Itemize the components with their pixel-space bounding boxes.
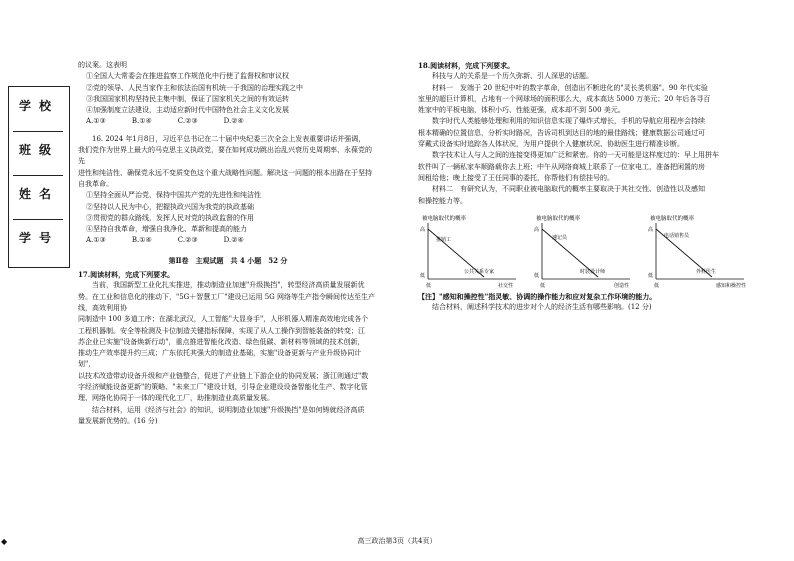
q16-answer-row	[78, 235, 378, 246]
q17-body: 理、网络化协同于一体的现代化工厂，助推制造业高质量发展。	[78, 394, 274, 403]
q18-question: 结合材料，阐述科学技术的进步对个人的经济生活有哪些影响。(12 分)	[432, 303, 652, 312]
chart-title: 被电脑取代的概率	[536, 215, 581, 222]
material-1: 数字时代人类能够处理和利用的知识信息实现了爆炸式增长，手机的导航应用程序会持续	[432, 117, 705, 126]
chart-creativity	[532, 213, 636, 289]
q16-stem: 进性和纯洁性、确保党永远不变质变色这个重大战略性问题。解决这一问题的根本出路在于坚持	[78, 168, 372, 177]
low-label: 低	[648, 272, 654, 279]
x-mid-label: 公共关系专家	[464, 268, 495, 275]
answer-b: B.①④	[131, 117, 152, 126]
chart-social	[418, 213, 522, 289]
x-mid-label: 时装设计师	[580, 268, 606, 275]
student-info-box	[8, 86, 70, 268]
material-1: 穿戴式设备实时追踪各人体状况，为用户提供个人健康状况、协助医生进行精准诊断。	[418, 140, 684, 149]
label-school: 学校	[19, 99, 60, 113]
chart-title: 被电脑取代的概率	[650, 215, 695, 222]
label-name: 姓名	[19, 187, 60, 201]
x-axis-label: 创造性	[614, 282, 630, 289]
low-label: 低	[534, 272, 540, 279]
x-low-label: 低	[654, 282, 660, 289]
q16-option: ④坚持自我革命，增强自我净化、革新和提高的能力	[86, 225, 247, 234]
x-mid-label: 外科医生	[696, 268, 717, 275]
divider	[13, 219, 63, 220]
q15-option: ②党的领导、人民当家作主和依法治国有机统一于我国的治理实践之中	[86, 83, 303, 92]
q16-stem: 16. 2024 年1月8日，习近平总书记在二十届中央纪委三次全会上发表重要讲话并强调，	[92, 134, 366, 143]
q17-body: 势。在工业和信息化的推动下，"5G＋智慧工厂"建设已运用 5G 网络等生产指令瞬间传达至生产线，高效利用协	[78, 292, 375, 312]
q15-option: ④加强制度立法建设，主动适应新时代中国特色社会主义文化发展	[86, 106, 289, 115]
q15-option: ①全国人大常委会在推进监察工作规范化中行使了监督权和审议权	[86, 72, 289, 81]
answer-a: A.①③	[86, 236, 106, 245]
chart-row	[418, 213, 753, 289]
chart-note: 【注】"感知和操控性"指灵敏、协调的操作能力和应对复杂工作环境的能力。	[418, 291, 657, 301]
q17-question: 结合材料，运用《经济与社会》的知识，说明制造业加速"升级换挡"是如何铸就经济高质	[92, 405, 365, 414]
q17-title: 17.阅读材料，完成下列要求。	[78, 270, 175, 280]
answer-d: D.②④	[223, 117, 244, 126]
q15-answer-row	[78, 116, 378, 127]
right-column	[418, 60, 753, 313]
q16-stem: 我们党作为世界上最大的马克思主义执政党，要在如何成功跳出治乱兴衰历史周期率、永葆党的先	[78, 146, 372, 166]
q16-option: ②坚持以人民为中心，把握执政兴国为我党的执政基础	[86, 202, 254, 211]
material-2: 和操控能力等。	[418, 196, 467, 205]
material-1: 根本精确的位置信息，分析实时路况，告诉司机到达目的地的最佳路线；健康数据公司通过可	[418, 128, 705, 137]
answer-b: B.①④	[131, 236, 152, 245]
answer-c: C.②③	[177, 117, 198, 126]
point-label: 电话销售员	[664, 232, 690, 239]
material-1: 数字技术让人与人之间的连接变得更加广泛和紧密。你的一天可能是这样度过的：早上用拼车	[432, 151, 719, 160]
q17-body: 工程机器制。安全等检测及卡位制造关键指标保障，实现了从人工操作到智能装备的转变；江	[78, 326, 365, 335]
q17-body: 同制造中 100 多道工序；在湖北武汉，人工智能"大显身手"，人形机器人精准高效地完成各个	[78, 315, 369, 324]
q15-option: ③我国国家机构坚持民主集中制，保证了国家机关之间的有效运转	[86, 94, 289, 103]
point-label: 速记员	[552, 234, 568, 241]
q17-body: 推动生产效率提升约三成；广东依托其强大的制造业基础，实施"设备更新与产业升级协同计划"，	[78, 349, 362, 369]
x-axis-label: 感知和操控性	[716, 282, 747, 289]
q16-stem: 自我革命。	[78, 179, 113, 188]
answer-d: D.②④	[223, 236, 244, 245]
answer-c: C.②③	[177, 236, 198, 245]
chart-perception	[646, 213, 750, 289]
material-1: 材料一 发端于 20 世纪中叶的数字革命，创造出不断进化的"灵长类机器"。90 年代实验	[432, 83, 708, 92]
low-label: 低	[420, 272, 426, 279]
divider	[13, 175, 63, 176]
left-column	[78, 60, 378, 427]
q18-intro: 科技与人的关系是一个历久弥新、引人深思的话题。	[432, 72, 593, 81]
q17-body: 以技术改造带动设备升级和产业链整合，促进了产业链上下游企业的协同发展；浙江则通过"数	[78, 371, 369, 380]
material-1: 软件叫了一辆私家车顺路载你去上班；中午从网络商城上联系了一位家电工，准备把闲置的房	[418, 162, 705, 171]
point-label: 推销工	[436, 236, 452, 243]
label-student-id: 学号	[19, 231, 60, 245]
material-1: 姓家中的平板电脑，体积小巧、性能更强，成本却不到 500 美元。	[418, 106, 625, 115]
q17-body: 苏企业已实施"设备焕新行动"，重点推进智能化改造、绿色低碳、新材料等领域的技术创新，	[78, 337, 365, 346]
intro-fragment: 的议案。这表明	[78, 61, 127, 69]
label-class: 班级	[19, 143, 60, 157]
high-label: 高	[648, 226, 654, 233]
q17-body: 字经济赋能设备更新"的策略、"未来工厂"建设计划，引导企业建设设备智能化生产、数字化管	[78, 383, 368, 392]
x-low-label: 低	[426, 282, 432, 289]
material-1: 室里的超巨计算机，占地有一个网球场的面积那么大，成本高达 5000 万美元；20 年后各寻百	[418, 94, 711, 103]
section-header: 第Ⅱ卷 主观试题 共 4 小题 52 分	[168, 255, 288, 265]
material-2: 材料二 有研究认为，不同职业被电脑取代的概率主要取决于其社交性、创造性以及感知	[432, 185, 705, 194]
q17-question: 量发展新优势的。(16 分)	[78, 416, 158, 425]
high-label: 高	[534, 226, 540, 233]
chart-title: 被电脑取代的概率	[422, 215, 467, 222]
page-footer: 高三政治第3页（共4页）	[357, 537, 437, 545]
x-low-label: 低	[540, 282, 546, 289]
q17-body: 当前，我国新型工业化扎实推进，推动制造业加速"升级换挡"，转型经济高质量发展新优	[92, 281, 365, 290]
q16-option: ③贯彻党的群众路线，发挥人民对党的执政监督的作用	[86, 213, 254, 222]
answer-a: A.①③	[86, 117, 106, 126]
high-label: 高	[420, 226, 426, 233]
q16-option: ①坚持全面从严治党，保持中国共产党的先进性和纯洁性	[86, 191, 261, 200]
margin-mark: ◆	[1, 537, 8, 546]
q18-title: 18.阅读材料，完成下列要求。	[418, 61, 515, 70]
material-1: 间租给他；晚上接受了王任同事的委托，你帮他们有偿挂号的。	[418, 173, 614, 182]
divider	[13, 131, 63, 132]
x-axis-label: 社交性	[498, 282, 514, 289]
